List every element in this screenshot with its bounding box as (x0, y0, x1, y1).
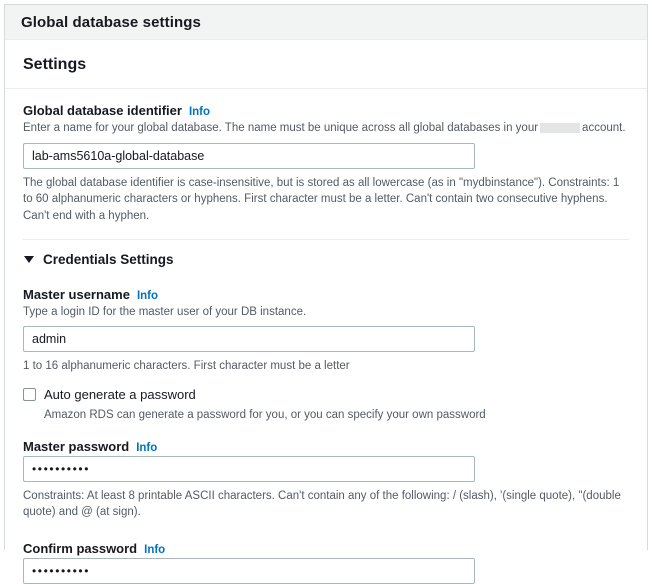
credentials-settings-body (23, 275, 629, 584)
master-password-constraint-text: Constraints: At least 8 printable ASCII characters. Can't contain any of the following: / (slash), '(single quote), "(double quote) and @ (at sign). (23, 489, 621, 519)
confirm-password-info-link[interactable]: Info (144, 544, 166, 557)
identifier-helper-before: Enter a name for your global database. The name must be unique across all global databases in your (23, 122, 539, 134)
identifier-helper-text (23, 120, 629, 137)
master-password-info-link[interactable]: Info (136, 441, 158, 454)
page-header (5, 5, 647, 40)
master-username-info-link[interactable]: Info (136, 289, 159, 302)
auto-generate-password-label: Auto generate a password (44, 387, 196, 403)
master-username-constraint-text: 1 to 16 alphanumeric characters. First character must be a letter (23, 360, 350, 373)
redacted-account-name (540, 123, 580, 133)
auto-generate-password-row[interactable] (23, 387, 629, 403)
global-database-settings-panel (4, 4, 648, 557)
confirm-password-label-row (23, 541, 629, 556)
master-username-input[interactable] (23, 326, 475, 352)
master-password-label: Master password (23, 438, 130, 454)
global-database-identifier-field (23, 103, 629, 225)
section-title: Settings (23, 56, 87, 73)
identifier-helper-after: account. (582, 122, 626, 134)
identifier-label: Global database identifier (23, 103, 182, 118)
global-database-identifier-input[interactable] (23, 143, 475, 169)
confirm-password-input[interactable] (23, 558, 475, 584)
master-username-label: Master username (23, 286, 130, 302)
master-username-label-row (23, 287, 629, 302)
identifier-label-row (23, 103, 629, 118)
settings-section-header (5, 40, 647, 89)
master-password-label-row (23, 439, 629, 454)
credentials-settings-expander[interactable] (23, 240, 629, 275)
master-username-field (23, 287, 629, 375)
master-username-helper-text: Type a login ID for the master user of your DB instance. (23, 305, 307, 318)
identifier-info-link[interactable]: Info (188, 106, 211, 118)
page-title: Global database settings (21, 13, 201, 31)
confirm-password-field (23, 541, 629, 584)
identifier-constraint-text: The global database identifier is case-insensitive, but is stored as all lowercase (as in "mydbinstance"). Constraints: 1 to 60 alphanumeric characters or hyphens. First character must be a letter. Can't contain two consecutive hyphens. Can't end with a hyphen. (23, 176, 620, 223)
master-password-input[interactable] (23, 456, 475, 482)
credentials-settings-title: Credentials Settings (43, 251, 174, 267)
auto-generate-password-checkbox[interactable] (23, 388, 36, 401)
master-password-field (23, 439, 629, 521)
settings-section-body (5, 89, 647, 584)
auto-generate-password-description: Amazon RDS can generate a password for you, or you can specify your own password (44, 408, 486, 421)
confirm-password-label: Confirm password (23, 541, 138, 557)
settings-panel (5, 40, 647, 584)
chevron-down-icon (23, 256, 35, 263)
